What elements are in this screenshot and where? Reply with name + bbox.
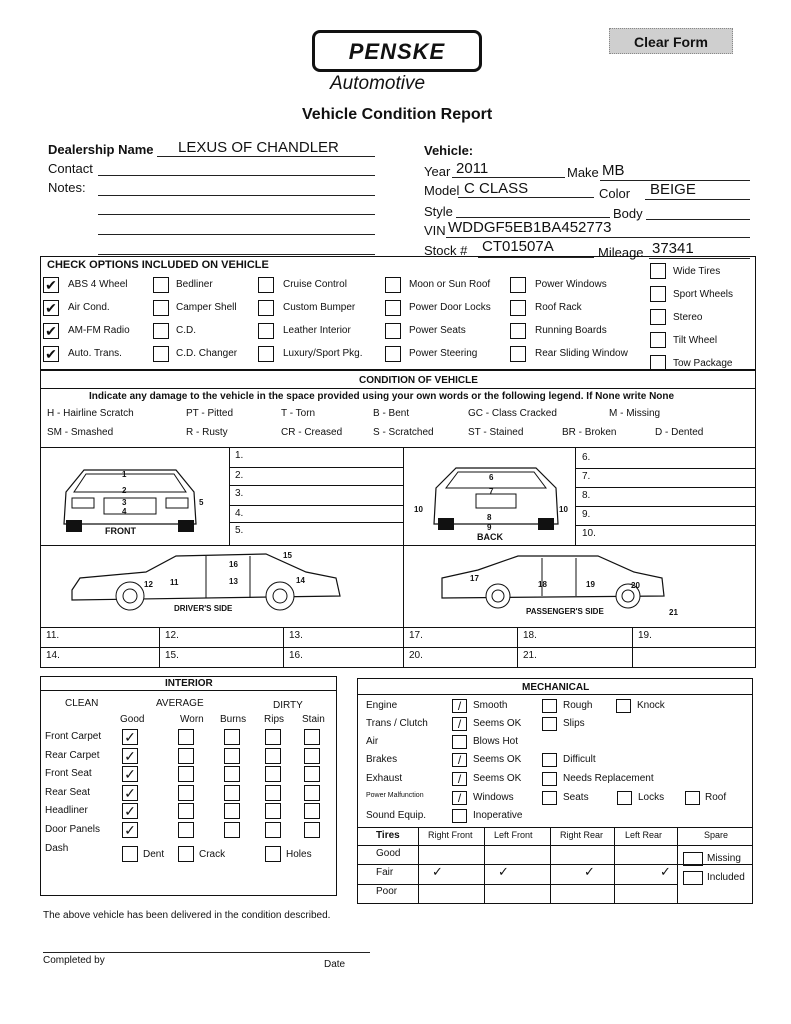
divider	[357, 694, 753, 695]
option-checkbox[interactable]	[153, 346, 169, 362]
condition-checkbox[interactable]	[178, 729, 194, 745]
condition-checkbox[interactable]	[224, 748, 240, 764]
option-checkbox[interactable]	[650, 355, 666, 371]
good-checkbox[interactable]: ✓	[122, 766, 138, 782]
dash-option-label: Holes	[286, 849, 312, 860]
damage-line-number: 6.	[582, 452, 591, 463]
damage-line-number: 2.	[235, 470, 244, 481]
tire-fair-mark[interactable]: ✓	[660, 864, 671, 879]
mech-option-label: Blows Hot	[473, 736, 519, 747]
interior-row-label: Front Carpet	[45, 731, 102, 742]
tires-row-label: Fair	[376, 867, 394, 878]
damage-grid-number: 12.	[165, 630, 179, 641]
option-checkbox[interactable]	[385, 346, 401, 362]
passenger-num: 19	[586, 580, 595, 589]
option-label: Bedliner	[176, 279, 213, 290]
year-field[interactable]	[452, 177, 565, 178]
condition-checkbox[interactable]	[224, 785, 240, 801]
mech-row-label: Sound Equip.	[366, 810, 427, 821]
spare-checkbox[interactable]	[683, 852, 703, 866]
front-num: 1	[122, 470, 127, 479]
back-car-diagram	[428, 462, 564, 540]
option-checkbox[interactable]	[510, 300, 526, 316]
legend-item: B - Bent	[373, 408, 410, 419]
options-title: CHECK OPTIONS INCLUDED ON VEHICLE	[47, 259, 269, 271]
mech-option-label: Seems OK	[473, 773, 522, 784]
mech-option-label: Needs Replacement	[563, 773, 654, 784]
divider	[40, 627, 756, 628]
interior-col-header: Good	[120, 714, 145, 725]
damage-line-number: 5.	[235, 525, 244, 536]
mech-row-label: Exhaust	[366, 773, 403, 784]
legend-item: H - Hairline Scratch	[47, 408, 134, 419]
interior-row-label: Dash	[45, 843, 69, 854]
front-num: 2	[122, 486, 127, 495]
damage-line-number: 8.	[582, 490, 591, 501]
mech-checkbox[interactable]: /	[452, 699, 467, 713]
legend-item: D - Dented	[655, 427, 704, 438]
damage-entry-field[interactable]	[600, 468, 750, 486]
mech-checkbox[interactable]: /	[452, 791, 467, 805]
mech-checkbox[interactable]	[617, 791, 632, 805]
tires-row-label: Good	[376, 848, 401, 859]
clear-form-button[interactable]: Clear Form	[609, 28, 733, 54]
mech-checkbox[interactable]: /	[452, 772, 467, 786]
driver-num: 14	[296, 576, 305, 585]
back-num: 10	[414, 505, 423, 514]
damage-grid-number: 19.	[638, 630, 652, 641]
divider	[283, 627, 284, 668]
option-checkbox[interactable]	[258, 323, 274, 339]
good-checkbox[interactable]: ✓	[122, 748, 138, 764]
penske-logo	[312, 30, 482, 72]
divider	[403, 545, 404, 627]
option-checkbox[interactable]	[650, 332, 666, 348]
date-label: Date	[324, 959, 346, 970]
damage-grid-number: 20.	[409, 650, 423, 661]
passenger-num: 17	[470, 574, 479, 583]
divider	[40, 545, 756, 546]
year-label: Year	[424, 164, 451, 179]
tires-row-label: Poor	[376, 886, 398, 897]
divider	[159, 627, 160, 668]
option-checkbox[interactable]: ✔	[43, 323, 59, 339]
condition-checkbox[interactable]	[224, 729, 240, 745]
option-label: Power Windows	[535, 279, 607, 290]
interior-col-header: Stain	[302, 714, 325, 725]
option-checkbox[interactable]	[385, 300, 401, 316]
option-checkbox[interactable]	[385, 277, 401, 293]
option-checkbox[interactable]	[258, 346, 274, 362]
mech-option-label: Seems OK	[473, 718, 522, 729]
condition-checkbox[interactable]	[304, 766, 320, 782]
option-label: Tilt Wheel	[673, 335, 718, 346]
notes-line[interactable]	[98, 195, 375, 196]
back-num: 9	[487, 523, 492, 532]
legend-item: SM - Smashed	[47, 427, 114, 438]
option-checkbox[interactable]	[510, 346, 526, 362]
divider	[403, 627, 404, 668]
damage-entry-field[interactable]	[600, 506, 750, 524]
interior-row-label: Front Seat	[45, 768, 92, 779]
dealership-name-label: Dealership Name	[48, 142, 154, 157]
damage-line-number: 10.	[582, 528, 596, 539]
divider	[418, 827, 419, 903]
damage-line-number: 3.	[235, 488, 244, 499]
mileage-value: 37341	[652, 240, 694, 257]
tires-col-header: Spare	[704, 830, 729, 840]
option-checkbox[interactable]	[258, 300, 274, 316]
condition-checkbox[interactable]	[224, 822, 240, 838]
mech-checkbox[interactable]	[542, 699, 557, 713]
passenger-side-label: PASSENGER'S SIDE	[526, 607, 604, 616]
option-label: C.D.	[176, 325, 196, 336]
option-checkbox[interactable]	[510, 323, 526, 339]
damage-grid-number: 11.	[46, 630, 60, 641]
damage-entry-field[interactable]	[600, 525, 750, 543]
condition-checkbox[interactable]	[265, 766, 281, 782]
mech-option-label: Roof	[705, 792, 727, 803]
vin-label: VIN	[424, 223, 446, 238]
divider	[40, 647, 756, 648]
mech-checkbox[interactable]	[616, 699, 631, 713]
dash-option-label: Crack	[199, 849, 226, 860]
mech-row-label: Trans / Clutch	[366, 718, 428, 729]
option-checkbox[interactable]: ✔	[43, 277, 59, 293]
condition-checkbox[interactable]	[304, 729, 320, 745]
divider	[614, 827, 615, 903]
option-checkbox[interactable]	[650, 263, 666, 279]
driver-num: 11	[170, 578, 179, 587]
logo-subtext: Automotive	[330, 73, 426, 94]
damage-grid-number: 17.	[409, 630, 423, 641]
driver-num: 15	[283, 551, 292, 560]
option-checkbox[interactable]: ✔	[43, 346, 59, 362]
notes-line[interactable]	[98, 214, 375, 215]
mech-option-label: Smooth	[473, 700, 508, 711]
divider	[550, 827, 551, 903]
damage-entry-field[interactable]	[252, 485, 402, 503]
option-label: Camper Shell	[176, 302, 237, 313]
tires-col-header: Right Front	[428, 830, 473, 840]
option-label: Wide Tires	[673, 266, 721, 277]
spare-option-label: Included	[707, 872, 745, 883]
legend-item: BR - Broken	[562, 427, 617, 438]
option-label: Luxury/Sport Pkg.	[283, 348, 363, 359]
make-value: MB	[602, 162, 625, 179]
mech-option-label: Knock	[637, 700, 665, 711]
option-label: AM-FM Radio	[68, 325, 130, 336]
condition-checkbox[interactable]	[224, 766, 240, 782]
stock-value: CT01507A	[482, 238, 554, 255]
damage-line-number: 1.	[235, 450, 244, 461]
option-label: Moon or Sun Roof	[409, 279, 491, 290]
divider	[517, 627, 518, 668]
vehicle-heading: Vehicle:	[424, 143, 474, 158]
tires-col-header: Tires	[376, 830, 400, 841]
condition-checkbox[interactable]	[265, 803, 281, 819]
front-label: FRONT	[105, 526, 136, 536]
interior-col-header: Burns	[220, 714, 247, 725]
condition-checkbox[interactable]	[178, 822, 194, 838]
condition-checkbox[interactable]	[178, 748, 194, 764]
back-num: 8	[487, 513, 492, 522]
mech-row-label: Engine	[366, 700, 398, 711]
make-label: Make	[567, 165, 599, 180]
mileage-label: Mileage	[598, 245, 644, 260]
option-label: Auto. Trans.	[68, 348, 122, 359]
damage-line-number: 9.	[582, 509, 591, 520]
good-checkbox[interactable]: ✓	[122, 822, 138, 838]
condition-checkbox[interactable]	[265, 748, 281, 764]
good-checkbox[interactable]: ✓	[122, 803, 138, 819]
notes-line[interactable]	[98, 254, 375, 255]
condition-instruction: Indicate any damage to the vehicle in the space provided using your own words or the following legend. If None write None	[89, 391, 675, 402]
option-checkbox[interactable]	[153, 277, 169, 293]
tires-col-header: Left Rear	[625, 830, 663, 840]
option-label: Power Seats	[409, 325, 466, 336]
back-label: BACK	[477, 532, 503, 542]
passenger-num: 18	[538, 580, 547, 589]
legend-item: PT - Pitted	[186, 408, 234, 419]
body-field[interactable]	[646, 219, 750, 220]
mech-option-label: Inoperative	[473, 810, 523, 821]
condition-checkbox[interactable]	[304, 803, 320, 819]
tires-col-header: Right Rear	[560, 830, 604, 840]
condition-checkbox[interactable]	[304, 822, 320, 838]
driver-num: 12	[144, 580, 153, 589]
condition-checkbox[interactable]	[265, 822, 281, 838]
damage-entry-field[interactable]	[600, 487, 750, 505]
divider	[403, 447, 404, 545]
mech-row-label: Power Malfunction	[366, 792, 424, 799]
condition-checkbox[interactable]	[178, 766, 194, 782]
divider	[484, 827, 485, 903]
condition-checkbox[interactable]	[304, 785, 320, 801]
dash-checkbox[interactable]	[265, 846, 281, 862]
mech-checkbox[interactable]: /	[452, 717, 467, 731]
legend-item: M - Missing	[609, 408, 661, 419]
notes-label: Notes:	[48, 180, 86, 195]
average-label: AVERAGE	[156, 698, 204, 709]
good-checkbox[interactable]: ✓	[122, 729, 138, 745]
mech-row-label: Air	[366, 736, 379, 747]
option-label: Rear Sliding Window	[535, 348, 628, 359]
option-checkbox[interactable]	[385, 323, 401, 339]
condition-checkbox[interactable]	[304, 748, 320, 764]
vin-value: WDDGF5EB1BA452773	[448, 219, 612, 236]
front-num: 4	[122, 507, 127, 516]
mech-checkbox[interactable]	[452, 809, 467, 823]
model-value: C CLASS	[464, 180, 529, 197]
dash-option-label: Dent	[143, 849, 165, 860]
divider	[40, 388, 756, 389]
interior-row-label: Door Panels	[45, 824, 101, 835]
driver-num: 13	[229, 577, 238, 586]
divider	[632, 627, 633, 668]
divider	[677, 827, 678, 903]
color-field[interactable]	[645, 199, 750, 200]
body-label: Body	[613, 206, 643, 221]
driver-num: 16	[229, 560, 238, 569]
clean-label: CLEAN	[65, 698, 99, 709]
damage-grid-number: 13.	[289, 630, 303, 641]
completed-by-field[interactable]	[43, 952, 370, 953]
condition-checkbox[interactable]	[178, 785, 194, 801]
option-label: Leather Interior	[283, 325, 351, 336]
model-field[interactable]	[458, 197, 594, 198]
option-label: Tow Package	[673, 358, 733, 369]
contact-label: Contact	[48, 161, 93, 176]
mech-option-label: Difficult	[563, 754, 596, 765]
logo-text: PENSKE	[348, 39, 446, 64]
option-label: Roof Rack	[535, 302, 582, 313]
legend-item: CR - Creased	[281, 427, 343, 438]
dealership-name-value: LEXUS OF CHANDLER	[178, 139, 339, 156]
interior-col-header: Rips	[264, 714, 285, 725]
front-num: 5	[199, 498, 204, 507]
damage-line-number: 4.	[235, 508, 244, 519]
mech-option-label: Slips	[563, 718, 585, 729]
damage-grid-number: 21.	[523, 650, 537, 661]
mech-option-label: Locks	[638, 792, 665, 803]
page-title: Vehicle Condition Report	[302, 106, 493, 123]
spare-option-label: Missing	[707, 853, 741, 864]
option-checkbox[interactable]	[510, 277, 526, 293]
divider	[357, 884, 677, 885]
mech-checkbox[interactable]	[542, 753, 557, 767]
color-value: BEIGE	[650, 181, 696, 198]
option-checkbox[interactable]	[153, 323, 169, 339]
interior-row-label: Headliner	[45, 805, 88, 816]
mech-checkbox[interactable]	[542, 772, 557, 786]
damage-grid-number: 18.	[523, 630, 537, 641]
mech-checkbox[interactable]	[685, 791, 700, 805]
damage-entry-field[interactable]	[252, 505, 402, 523]
option-checkbox[interactable]: ✔	[43, 300, 59, 316]
option-label: C.D. Changer	[176, 348, 238, 359]
option-label: Power Steering	[409, 348, 478, 359]
divider	[357, 845, 753, 846]
stock-label: Stock #	[424, 243, 468, 258]
front-num: 3	[122, 498, 127, 507]
completed-by-label: Completed by	[43, 955, 105, 966]
mech-option-label: Windows	[473, 792, 514, 803]
year-value: 2011	[456, 160, 489, 177]
interior-row-label: Rear Carpet	[45, 750, 100, 761]
mech-checkbox[interactable]	[542, 791, 557, 805]
condition-checkbox[interactable]	[265, 729, 281, 745]
interior-row-label: Rear Seat	[45, 787, 91, 798]
style-label: Style	[424, 204, 453, 219]
option-checkbox[interactable]	[153, 300, 169, 316]
mech-checkbox[interactable]: /	[452, 753, 467, 767]
style-field[interactable]	[456, 217, 610, 218]
condition-title: CONDITION OF VEHICLE	[359, 375, 478, 386]
good-checkbox[interactable]: ✓	[122, 785, 138, 801]
back-num: 10	[559, 505, 568, 514]
interior-col-header: Worn	[180, 714, 204, 725]
divider	[575, 447, 576, 545]
option-checkbox[interactable]	[650, 286, 666, 302]
color-label: Color	[599, 186, 631, 201]
back-num: 6	[489, 473, 494, 482]
tire-fair-mark[interactable]: ✓	[498, 864, 509, 879]
damage-entry-field[interactable]	[252, 447, 402, 465]
mechanical-title: MECHANICAL	[522, 682, 590, 693]
spare-checkbox[interactable]	[683, 871, 703, 885]
dealership-name-field[interactable]	[157, 156, 375, 157]
driver-side-label: DRIVER'S SIDE	[174, 604, 233, 613]
legend-item: S - Scratched	[373, 427, 434, 438]
condition-checkbox[interactable]	[265, 785, 281, 801]
tire-fair-mark[interactable]: ✓	[432, 864, 443, 879]
damage-grid-number: 14.	[46, 650, 60, 661]
option-label: Running Boards	[535, 325, 607, 336]
divider	[229, 447, 230, 545]
damage-entry-field[interactable]	[600, 449, 750, 467]
legend-item: GC - Class Cracked	[468, 408, 557, 419]
mech-checkbox[interactable]	[452, 735, 467, 749]
divider	[357, 827, 753, 828]
damage-entry-field[interactable]	[252, 522, 402, 540]
mech-option-label: Rough	[563, 700, 593, 711]
interior-title: INTERIOR	[165, 678, 213, 689]
notes-line[interactable]	[98, 234, 375, 235]
model-label: Model	[424, 183, 460, 198]
tire-fair-mark[interactable]: ✓	[584, 864, 595, 879]
mech-checkbox[interactable]	[542, 717, 557, 731]
damage-grid-number: 15.	[165, 650, 179, 661]
damage-line-number: 7.	[582, 471, 591, 482]
option-label: Cruise Control	[283, 279, 347, 290]
dirty-label: DIRTY	[273, 700, 303, 711]
passenger-num: 20	[631, 581, 640, 590]
contact-field[interactable]	[98, 175, 375, 176]
passenger-num: 21	[669, 608, 678, 617]
damage-entry-field[interactable]	[252, 467, 402, 485]
option-checkbox[interactable]	[650, 309, 666, 325]
option-label: Power Door Locks	[409, 302, 491, 313]
legend-item: R - Rusty	[186, 427, 228, 438]
divider	[40, 690, 337, 691]
dash-checkbox[interactable]	[122, 846, 138, 862]
option-label: Air Cond.	[68, 302, 110, 313]
condition-checkbox[interactable]	[224, 803, 240, 819]
option-label: Custom Bumper	[283, 302, 356, 313]
legend-item: ST - Stained	[468, 427, 524, 438]
damage-grid-number: 16.	[289, 650, 303, 661]
mech-option-label: Seats	[563, 792, 589, 803]
condition-checkbox[interactable]	[178, 803, 194, 819]
mech-option-label: Seems OK	[473, 754, 522, 765]
tires-col-header: Left Front	[494, 830, 533, 840]
option-label: Sport Wheels	[673, 289, 734, 300]
dash-checkbox[interactable]	[178, 846, 194, 862]
back-num: 7	[489, 487, 494, 496]
option-checkbox[interactable]	[258, 277, 274, 293]
mech-row-label: Brakes	[366, 754, 398, 765]
legend-item: T - Torn	[281, 408, 316, 419]
option-label: ABS 4 Wheel	[68, 279, 128, 290]
option-label: Stereo	[673, 312, 703, 323]
delivered-statement: The above vehicle has been delivered in the condition described.	[43, 910, 331, 921]
